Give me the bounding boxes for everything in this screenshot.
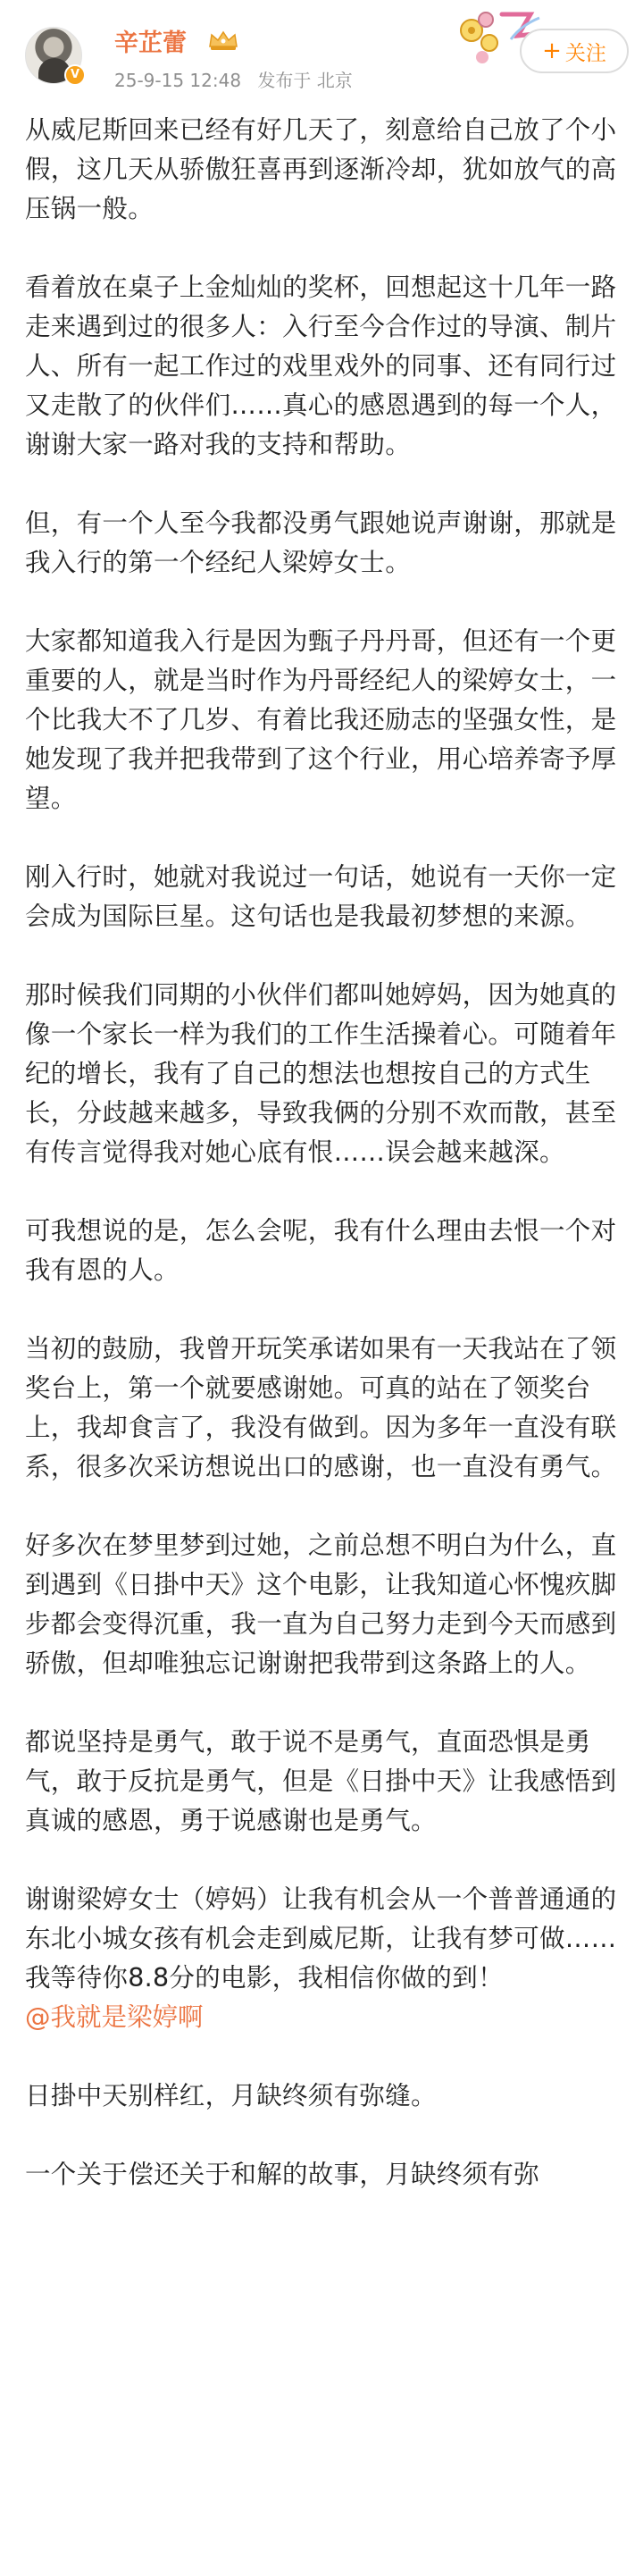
post-timestamp: 25-9-15 12:48 xyxy=(114,70,242,91)
post-paragraph: 从威尼斯回来已经有好几天了，刻意给自己放了个小假，这几天从骄傲狂喜再到逐渐冷却，犹如放气的高压锅一般。 xyxy=(25,115,617,223)
post-paragraph: 当初的鼓励，我曾开玩笑承诺如果有一天我站在了领奖台上，第一个就要感谢她。可真的站在了领奖台上，我却食言了，我没有做到。因为多年一直没有联系，很多次采访想说出口的感谢，也一直没有勇气。 xyxy=(25,1334,617,1481)
verified-badge-icon: V xyxy=(64,64,86,86)
post-paragraph: 都说坚持是勇气，敢于说不是勇气，直面恐惧是勇气，敢于反抗是勇气，但是《日掛中天》让我感悟到真诚的感恩，勇于说感谢也是勇气。 xyxy=(25,1727,617,1835)
post-paragraph: 谢谢梁婷女士（婷妈）让我有机会从一个普普通通的东北小城女孩有机会走到威尼斯，让我有梦可做……我等待你8.8分的电影，我相信你做的到！ xyxy=(25,1884,617,1993)
post-body xyxy=(25,111,625,2194)
follow-button[interactable] xyxy=(520,29,629,73)
post-paragraph: 看着放在桌子上金灿灿的奖杯，回想起这十几年一路走来遇到过的很多人：入行至今合作过的导演、制片人、所有一起工作过的戏里戏外的同事、还有同行过又走散了的伙伴们……真心的感恩遇到的每一个人，谢谢大家一路对我的支持和帮助。 xyxy=(25,273,617,459)
post-paragraph: 可我想说的是，怎么会呢，我有什么理由去恨一个对我有恩的人。 xyxy=(25,1216,617,1285)
post-meta xyxy=(114,66,353,92)
user-mention-link[interactable]: @我就是梁婷啊 xyxy=(25,2002,204,2032)
post-partial-line: 一个关于偿还关于和解的故事，月缺终须有弥 xyxy=(25,2160,540,2189)
post-closing-line: 日掛中天别样红，月缺终须有弥缝。 xyxy=(25,2081,437,2110)
follow-button-label: 关注 xyxy=(564,41,606,65)
post-paragraph: 大家都知道我入行是因为甄子丹丹哥，但还有一个更重要的人，就是当时作为丹哥经纪人的梁婷女士，一个比我大不了几岁、有着比我还励志的坚强女性，是她发现了我并把我带到了这个行业，用心培养寄予厚望。 xyxy=(25,626,617,813)
post-paragraph: 但，有一个人至今我都没勇气跟她说声谢谢，那就是我入行的第一个经纪人梁婷女士。 xyxy=(25,508,617,577)
post-header xyxy=(0,0,643,105)
post-location: 发布于 北京 xyxy=(257,70,353,91)
post-paragraph: 刚入行时，她就对我说过一句话，她说有一天你一定会成为国际巨星。这句话也是我最初梦想的来源。 xyxy=(25,862,617,931)
username[interactable]: 辛芷蕾 xyxy=(114,29,187,57)
crown-badge-icon xyxy=(207,29,239,51)
plus-icon: + xyxy=(542,38,562,64)
post-paragraph: 那时候我们同期的小伙伴们都叫她婷妈，因为她真的像一个家长一样为我们的工作生活操着心。可随着年纪的增长，我有了自己的想法也想按自己的方式生长，分歧越来越多，导致我俩的分别不欢而散，甚至有传言觉得我对她心底有恨……误会越来越深。 xyxy=(25,980,617,1167)
post-paragraph: 好多次在梦里梦到过她，之前总想不明白为什么，直到遇到《日掛中天》这个电影，让我知道心怀愧疚脚步都会变得沉重，我一直为自己努力走到今天而感到骄傲，但却唯独忘记谢谢把我带到这条路上的人。 xyxy=(25,1531,617,1678)
